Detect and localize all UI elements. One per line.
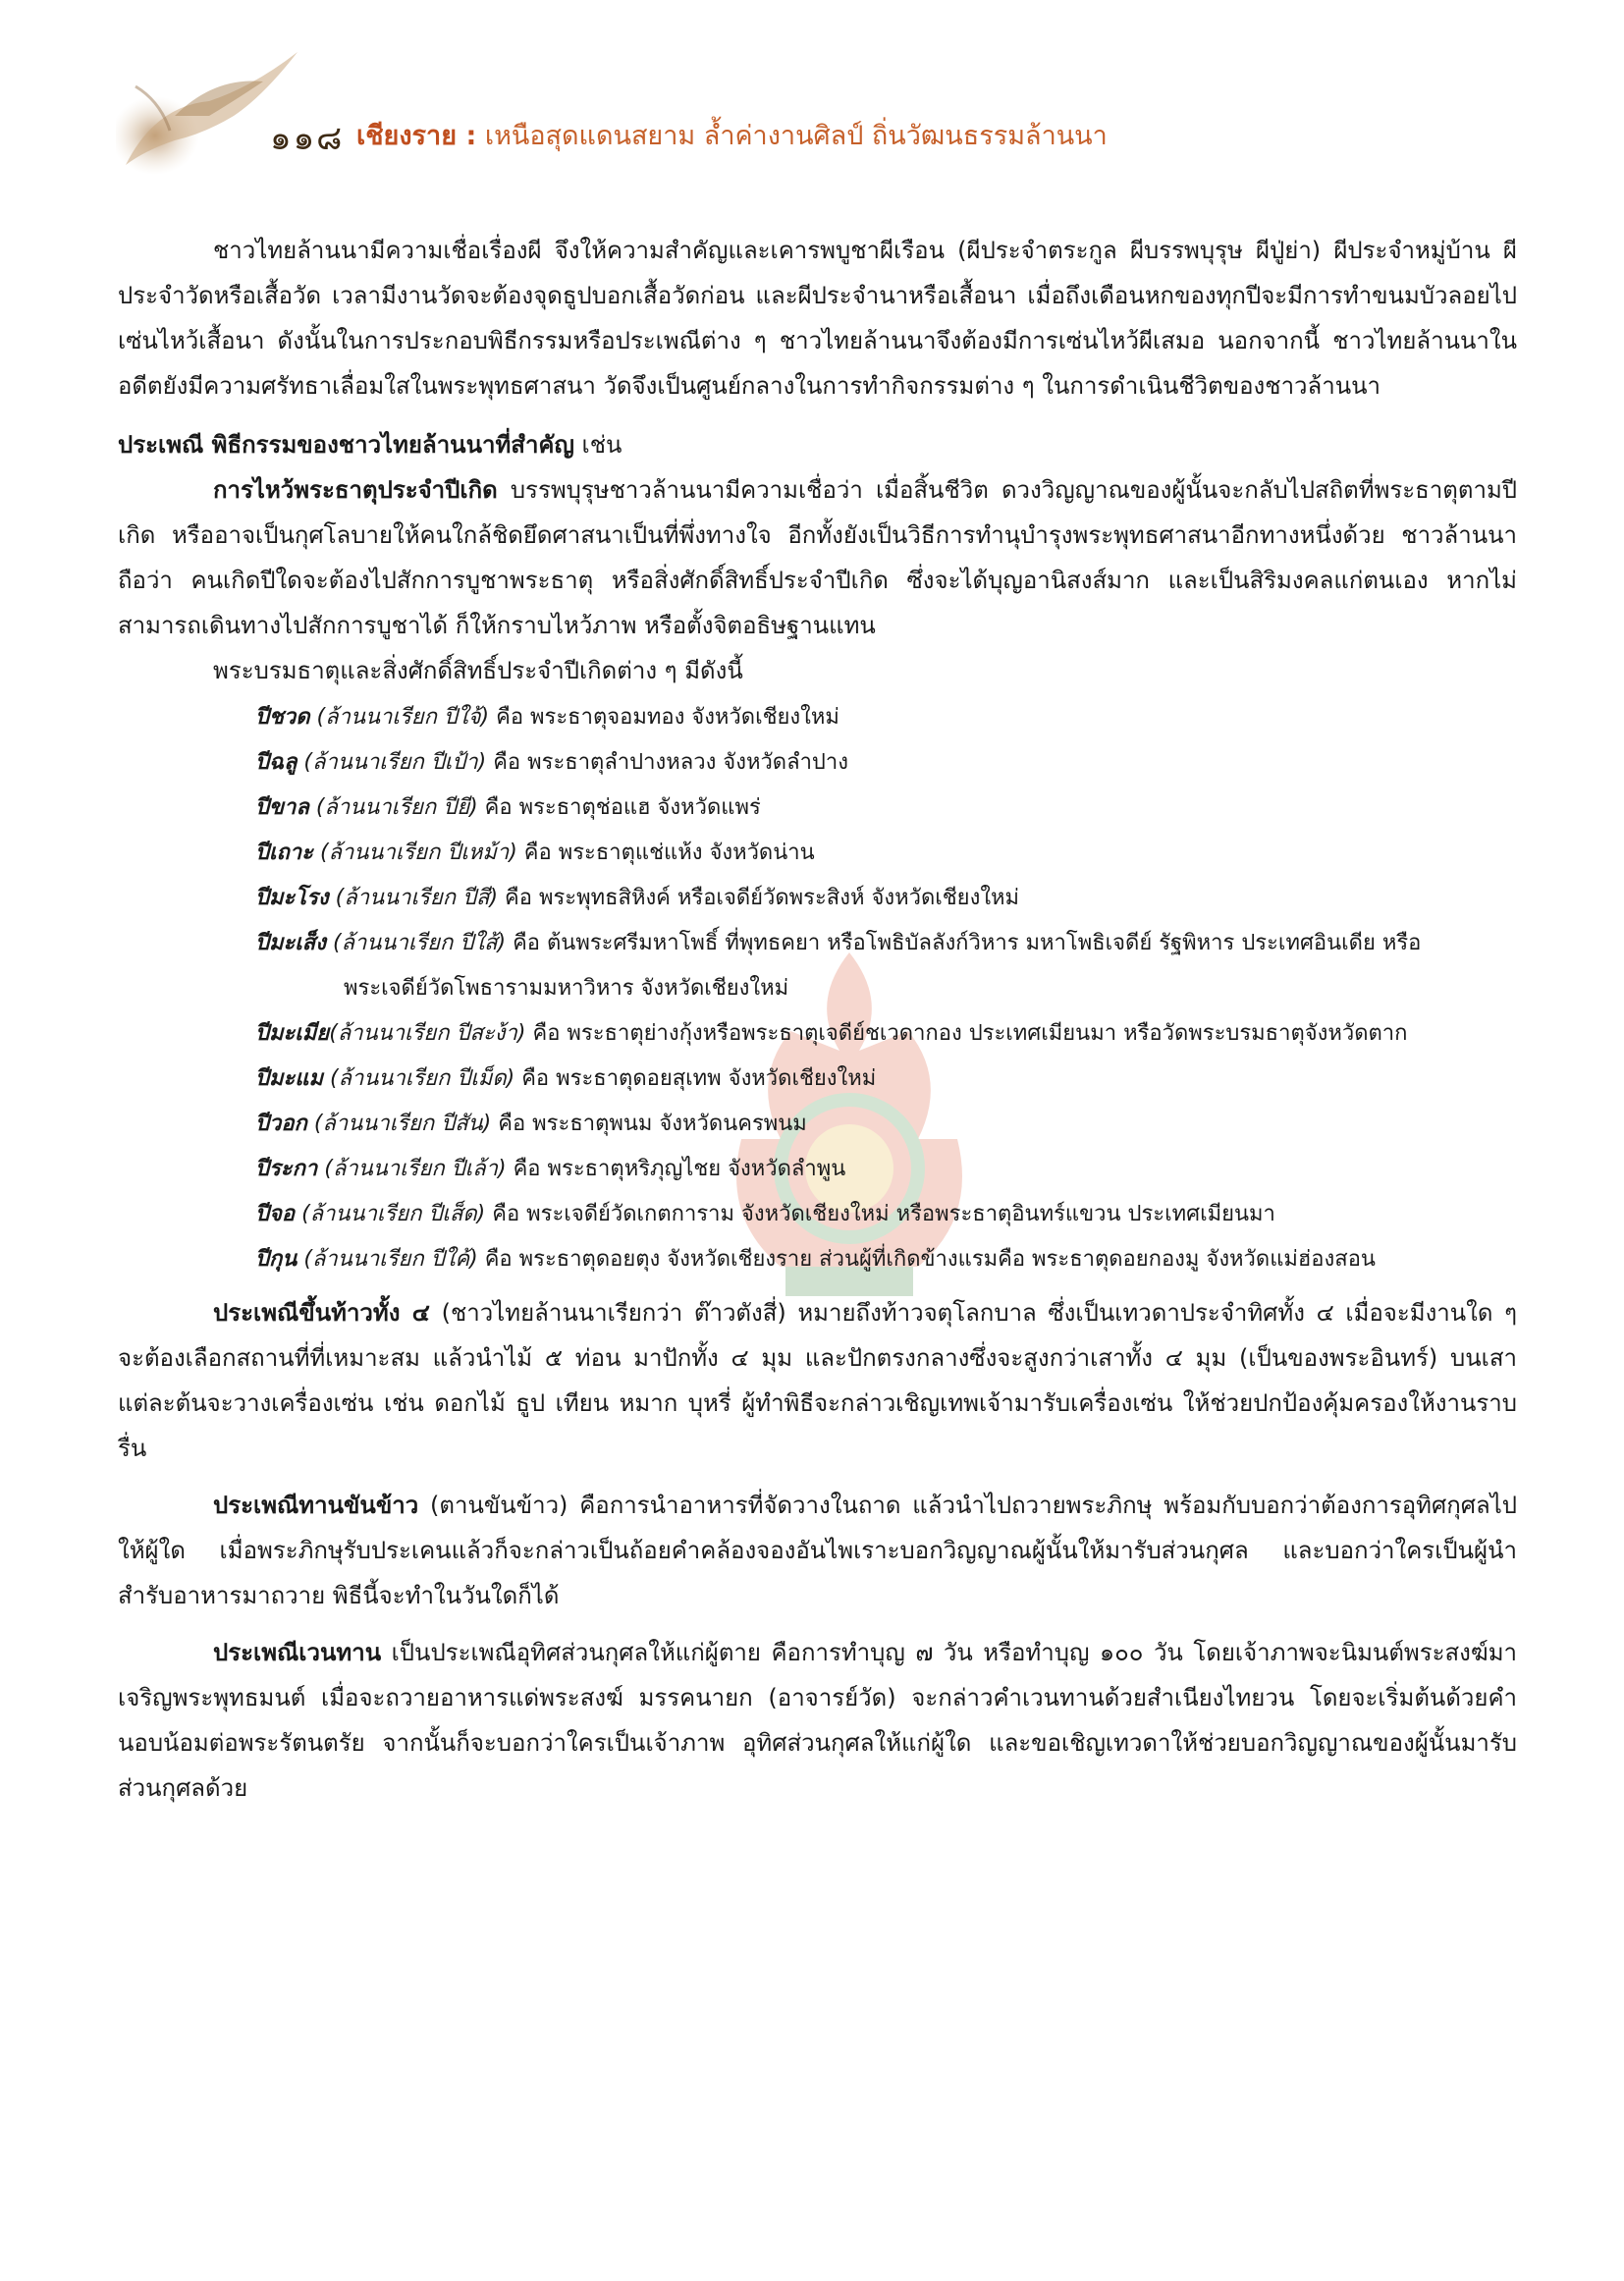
relic-desc: คือ ต้นพระศรีมหาโพธิ์ ที่พุทธคยา หรือโพธิบัลลังก์วิหาร มหาโพธิเจดีย์ รัฐพิหาร ประเทศอินเดีย หรือ — [506, 931, 1422, 955]
year-name: ปีกุน — [255, 1247, 298, 1272]
list-item — [118, 786, 1517, 831]
section-heading-rest: เช่น — [573, 431, 623, 459]
list-item — [118, 1237, 1517, 1282]
relic-desc: คือ พระธาตุช่อแฮ จังหวัดแพร่ — [477, 795, 761, 820]
year-name: ปีระกา — [255, 1157, 318, 1181]
year-name: ปีชวด — [255, 705, 310, 730]
relic-desc: คือ พระธาตุหริภุญไชย จังหวัดลำพูน — [506, 1157, 846, 1181]
list-item — [118, 1102, 1517, 1147]
relic-desc: คือ พระเจดีย์วัดเกตการาม จังหวัดเชียงใหม่ หรือพระธาตุอินทร์แขวน ประเทศเมียนมา — [485, 1202, 1275, 1226]
lanna-name: (ล้านนาเรียก ปีเม็ด) — [322, 1066, 515, 1091]
paragraph-wen-than — [118, 1630, 1517, 1811]
paragraph-khan-khao — [118, 1483, 1517, 1618]
section-heading-bold: ประเพณี พิธีกรรมของชาวไทยล้านนาที่สำคัญ — [118, 431, 574, 459]
relic-desc: คือ พระธาตุลำปางหลวง จังหวัดลำปาง — [486, 750, 848, 775]
lanna-name: (ล้านนาเรียก ปีใส้) — [325, 931, 507, 955]
relic-desc: คือ พระพุทธสิหิงค์ หรือเจดีย์วัดพระสิงห์ จังหวัดเชียงใหม่ — [498, 886, 1020, 910]
running-head — [356, 114, 1108, 156]
relic-desc: คือ พระธาตุแช่แห้ง จังหวัดน่าน — [516, 841, 815, 865]
birth-year-list — [118, 695, 1517, 1282]
list-item — [118, 740, 1517, 786]
term-four-guardians: ประเพณีขึ้นท้าวทั้ง ๔ — [213, 1299, 430, 1327]
running-head-province: เชียงราย : — [356, 121, 477, 151]
year-name: ปีมะแม — [255, 1066, 323, 1091]
lanna-name: (ล้านนาเรียก ปีใค้) — [297, 1247, 478, 1272]
lanna-name: (ล้านนาเรียก ปีสี) — [328, 886, 499, 910]
list-item — [118, 831, 1517, 876]
term-wen-than: ประเพณีเวนทาน — [213, 1639, 382, 1666]
year-name: ปีวอก — [255, 1112, 307, 1136]
year-name: ปีฉลู — [255, 750, 298, 775]
lanna-name: (ล้านนาเรียก ปีเล้า) — [317, 1157, 507, 1181]
paragraph-birth-year-relics — [118, 467, 1517, 648]
text-birth-year-relics: บรรพบุรุษชาวล้านนามีความเชื่อว่า เมื่อสิ้นชีวิต ดวงวิญญาณของผู้นั้นจะกลับไปสถิตที่พระธาตุตามปีเกิด หรืออาจเป็นกุศโลบายให้คนใกล้ชิดยึดศาสนาเป็นที่พึ่งทางใจ อีกทั้งยังเป็นวิธีการทำนุบำรุงพระพุทธศาสนาอีกทางหนึ่งด้วย ชาวล้านนาถือว่า คนเกิดปีใดจะต้องไปสักการบูชาพระธาตุ หรือสิ่งศักดิ์สิทธิ์ประจำปีเกิด ซึ่งจะได้บุญอานิสงส์มาก และเป็นสิริมงคลแก่ตนเอง หากไม่สามารถเดินทางไปสักการบูชาได้ ก็ให้กราบไหว้ภาพ หรือตั้งจิตอธิษฐานแทน — [118, 476, 1517, 639]
relic-desc-continued: พระเจดีย์วัดโพธารามมหาวิหาร จังหวัดเชียงใหม่ — [344, 976, 789, 1001]
page-header — [116, 47, 1569, 180]
list-item — [118, 1192, 1517, 1237]
section-heading — [118, 422, 1517, 467]
lanna-name: (ล้านนาเรียก ปีใจ้) — [309, 705, 490, 730]
list-item — [118, 1147, 1517, 1192]
term-khan-khao: ประเพณีทานขันข้าว — [213, 1492, 419, 1519]
year-name: ปีจอ — [255, 1202, 296, 1226]
year-name: ปีมะเมีย — [255, 1021, 330, 1046]
list-intro: พระบรมธาตุและสิ่งศักดิ์สิทธิ์ประจำปีเกิดต่าง ๆ มีดังนี้ — [213, 657, 743, 684]
lanna-name: (ล้านนาเรียก ปีเส็ด) — [295, 1202, 486, 1226]
list-item — [118, 695, 1517, 740]
list-item — [118, 921, 1517, 1011]
lanna-name: (ล้านนาเรียก ปีสัน) — [306, 1112, 492, 1136]
lanna-name: (ล้านนาเรียก ปีเป้า) — [297, 750, 487, 775]
relic-desc: คือ พระธาตุดอยตุง จังหวัดเชียงราย ส่วนผู้ที่เกิดข้างแรมคือ พระธาตุดอยกองมู จังหวัดแม่ฮ่องสอน — [477, 1247, 1376, 1272]
year-name: ปีเถาะ — [255, 841, 313, 865]
page-body — [118, 228, 1517, 1811]
year-name: ปีมะเส็ง — [255, 931, 326, 955]
paragraph-beliefs: ชาวไทยล้านนามีความเชื่อเรื่องผี จึงให้ความสำคัญและเคารพบูชาผีเรือน (ผีประจำตระกูล ผีบรรพบุรุษ ผีปู่ย่า) ผีประจำหมู่บ้าน ผีประจำวัดหรือเสื้อวัด เวลามีงานวัดจะต้องจุดธูปบอกเสื้อวัดก่อน และผีประจำนาหรือเสื้อนา เมื่อถึงเดือนหกของทุกปีจะมีการทำขนมบัวลอยไปเซ่นไหว้เสื้อนา ดังนั้นในการประกอบพิธีกรรมหรือประเพณีต่าง ๆ ชาวไทยล้านนาจึงต้องมีการเซ่นไหว้ผีเสมอ นอกจากนี้ ชาวไทยล้านนาในอดีตยังมีความศรัทธาเลื่อมใสในพระพุทธศาสนา วัดจึงเป็นศูนย์กลางในการทำกิจกรรมต่าง ๆ ในการดำเนินชีวิตของชาวล้านนา — [118, 237, 1517, 400]
term-birth-year-relics: การไหว้พระธาตุประจำปีเกิด — [213, 476, 498, 504]
text-four-guardians: (ชาวไทยล้านนาเรียกว่า ต๊าวตังสี่) หมายถึงท้าวจตุโลกบาล ซึ่งเป็นเทวดาประจำทิศทั้ง ๔ เมื่อจะมีงานใด ๆ จะต้องเลือกสถานที่ที่เหมาะสม แล้วนำไม้ ๕ ท่อน มาปักทั้ง ๔ มุม และปักตรงกลางซึ่งจะสูงกว่าเสาทั้ง ๔ มุม (เป็นของพระอินทร์) บนเสาแต่ละต้นจะวางเครื่องเซ่น เช่น ดอกไม้ ธูป เทียน หมาก บุหรี่ ผู้ทำพิธีจะกล่าวเชิญเทพเจ้ามารับเครื่องเซ่น ให้ช่วยปกป้องคุ้มครองให้งานราบรื่น — [118, 1299, 1518, 1462]
year-name: ปีมะโรง — [255, 886, 329, 910]
text-wen-than: เป็นประเพณีอุทิศส่วนกุศลให้แก่ผู้ตาย คือการทำบุญ ๗ วัน หรือทำบุญ ๑๐๐ วัน โดยเจ้าภาพจะนิมนต์พระสงฆ์มาเจริญพระพุทธมนต์ เมื่อจะถวายอาหารแด่พระสงฆ์ มรรคนายก (อาจารย์วัด) จะกล่าวคำเวนทานด้วยสำเนียงไทยวน โดยจะเริ่มต้นด้วยคำนอบน้อมต่อพระรัตนตรัย จากนั้นก็จะบอกว่าใครเป็นเจ้าภาพ อุทิศส่วนกุศลให้แก่ผู้ใด และขอเชิญเทวดาให้ช่วยบอกวิญญาณของผู้นั้นมารับส่วนกุศลด้วย — [118, 1639, 1517, 1802]
running-head-title: เหนือสุดแดนสยาม ล้ำค่างานศิลป์ ถิ่นวัฒนธรรมล้านนา — [484, 121, 1108, 151]
page-number: ๑๑๘ — [270, 119, 345, 158]
year-name: ปีขาล — [255, 795, 309, 820]
relic-desc: คือ พระธาตุย่างกุ้งหรือพระธาตุเจดีย์ชเวดากอง ประเทศเมียนมา หรือวัดพระบรมธาตุจังหวัดตาก — [525, 1021, 1408, 1046]
relic-desc: คือ พระธาตุดอยสุเทพ จังหวัดเชียงใหม่ — [514, 1066, 877, 1091]
lanna-name: (ล้านนาเรียก ปีสะง้า) — [329, 1021, 526, 1046]
lanna-name: (ล้านนาเรียก ปีเหม้า) — [312, 841, 517, 865]
relic-desc: คือ พระธาตุจอมทอง จังหวัดเชียงใหม่ — [489, 705, 839, 730]
paragraph-four-guardians — [118, 1290, 1517, 1471]
list-item — [118, 876, 1517, 921]
lanna-name: (ล้านนาเรียก ปียี) — [308, 795, 478, 820]
text-khan-khao: (ตานขันข้าว) คือการนำอาหารที่จัดวางในถาด แล้วนำไปถวายพระภิกษุ พร้อมกับบอกว่าต้องการอุทิศกุศลไปให้ผู้ใด เมื่อพระภิกษุรับประเคนแล้วก็จะกล่าวเป็นถ้อยคำคล้องจองอันไพเราะบอกวิญญาณผู้นั้นให้มารับส่วนกุศล และบอกว่าใครเป็นผู้นำสำรับอาหารมาถวาย พิธีนี้จะทำในวันใดก็ได้ — [118, 1492, 1517, 1609]
list-item — [118, 1057, 1517, 1102]
relic-desc: คือ พระธาตุพนม จังหวัดนครพนม — [491, 1112, 807, 1136]
list-item — [118, 1011, 1517, 1057]
